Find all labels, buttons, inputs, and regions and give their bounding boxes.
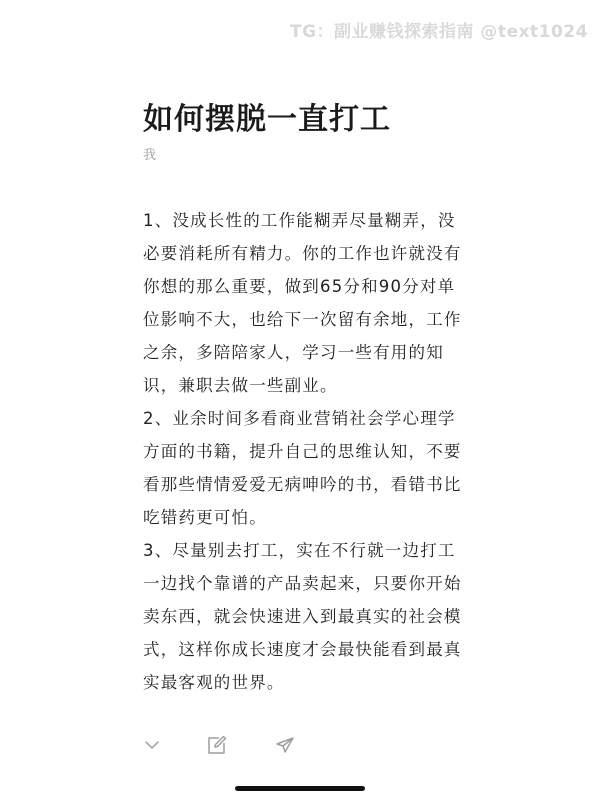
paragraph-1: 1、没成长性的工作能糊弄尽量糊弄，没必要消耗所有精力。你的工作也许就没有你想的那么重要，做到65分和90分对单位影响不大，也给下一次留有余地，工作之余，多陪陪家人，学习一些有用的知识，兼职去做一些副业。: [143, 211, 462, 395]
watermark: TG：副业赚钱探索指南 @text1024: [289, 22, 588, 42]
collapse-button[interactable]: [140, 733, 164, 757]
send-icon: [275, 735, 295, 755]
article-title: 如何摆脱一直打工: [143, 102, 391, 137]
article-body: [143, 204, 463, 699]
edit-button[interactable]: [205, 733, 229, 757]
home-indicator[interactable]: [235, 786, 365, 791]
share-button[interactable]: [273, 733, 297, 757]
chevron-down-icon: [142, 735, 162, 755]
bottom-toolbar: [140, 733, 310, 757]
paragraph-3: 3、尽量别去打工，实在不行就一边打工一边找个靠谱的产品卖起来，只要你开始卖东西，就会快速进入到最真实的社会模式，这样你成长速度才会最快能看到最真实最客观的世界。: [143, 541, 462, 692]
article-author: 我: [143, 148, 157, 163]
paragraph-2: 2、业余时间多看商业营销社会学心理学方面的书籍，提升自己的思维认知，不要看那些情情爱爱无病呻吟的书，看错书比吃错药更可怕。: [143, 409, 462, 527]
edit-icon: [206, 734, 228, 756]
article: [143, 100, 463, 699]
